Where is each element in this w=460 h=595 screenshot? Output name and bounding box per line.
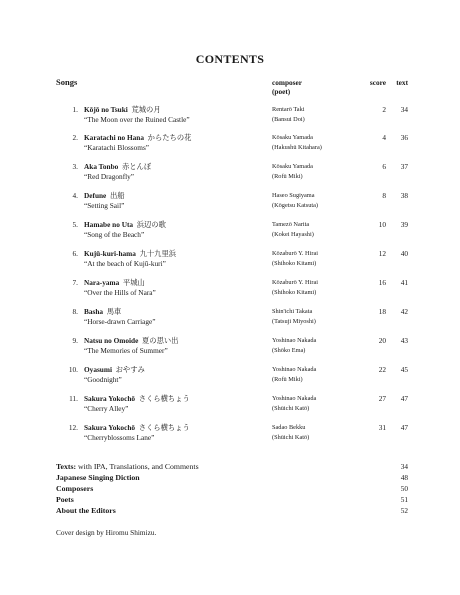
song-text-page: 34 xyxy=(400,105,408,114)
song-composer: Haseo Sugiyama xyxy=(272,192,315,199)
header-poet-label: (poet) xyxy=(272,87,291,96)
section-row xyxy=(0,473,460,483)
section-page-number: 50 xyxy=(400,484,408,493)
song-score-page: 2 xyxy=(382,105,386,114)
section-label-rest: with IPA, Translations, and Comments xyxy=(76,462,199,471)
song-title xyxy=(84,394,190,403)
song-composer: Yoshinao Nakada xyxy=(272,366,317,373)
song-title-romaji: Aka Tonbo xyxy=(84,162,119,171)
header-score: score xyxy=(369,78,386,87)
section-label xyxy=(56,484,93,494)
song-title-romaji: Karatachi no Hana xyxy=(84,133,144,142)
song-translation: “Goodnight” xyxy=(84,375,122,384)
song-title-japanese: さくら横ちょう xyxy=(138,423,190,432)
song-poet: (Kōgetsu Katsuta) xyxy=(272,202,318,209)
song-text-page: 39 xyxy=(400,220,408,229)
song-composer: Kōsaku Yamada xyxy=(272,134,313,141)
song-score-page: 27 xyxy=(378,394,386,403)
song-row xyxy=(0,423,460,447)
section-page-number: 48 xyxy=(400,473,408,482)
song-translation: “Setting Sail” xyxy=(84,201,125,210)
song-row xyxy=(0,105,460,129)
song-row xyxy=(0,394,460,418)
song-score-page: 16 xyxy=(378,278,386,287)
section-label-bold: Poets xyxy=(56,495,74,504)
song-translation: “Horse-drawn Carriage” xyxy=(84,317,156,326)
song-score-page: 18 xyxy=(378,307,386,316)
section-page-number: 34 xyxy=(400,462,408,471)
song-composer: Kōzaburō Y. Hirai xyxy=(272,279,318,286)
song-title-japanese: 九十九里浜 xyxy=(139,249,177,258)
song-number: 8. xyxy=(72,307,78,316)
song-number: 3. xyxy=(72,162,78,171)
song-title-japanese: 浜辺の歌 xyxy=(136,220,166,229)
song-text-page: 45 xyxy=(400,365,408,374)
song-poet: (Bansui Doi) xyxy=(272,116,305,123)
song-title xyxy=(84,423,190,432)
song-title-romaji: Oyasumi xyxy=(84,365,112,374)
song-title xyxy=(84,162,151,171)
song-composer: Kōzaburō Y. Hirai xyxy=(272,250,318,257)
song-composer: Yoshinao Nakada xyxy=(272,337,317,344)
cover-credit: Cover design by Hiromu Shimizu. xyxy=(56,528,157,537)
song-row xyxy=(0,249,460,273)
song-composer: Yoshinao Nakada xyxy=(272,395,317,402)
header-songs: Songs xyxy=(56,77,78,87)
song-score-page: 12 xyxy=(378,249,386,258)
song-title-japanese: 荒城の月 xyxy=(131,105,161,114)
song-title-romaji: Nara-yama xyxy=(84,278,120,287)
song-number: 2. xyxy=(72,133,78,142)
song-title-japanese: からたちの花 xyxy=(147,133,192,142)
song-number: 9. xyxy=(72,336,78,345)
song-title-romaji: Defune xyxy=(84,191,107,200)
song-title xyxy=(84,191,125,200)
song-title-romaji: Kōjō no Tsuki xyxy=(84,105,128,114)
header-composer-label: composer xyxy=(272,78,302,87)
song-number: 6. xyxy=(72,249,78,258)
song-row xyxy=(0,307,460,331)
song-translation: “Cherryblossoms Lane” xyxy=(84,433,155,442)
song-composer: Shin'ichi Takata xyxy=(272,308,313,315)
song-title-romaji: Natsu no Omoide xyxy=(84,336,139,345)
song-title-romaji: Sakura Yokochō xyxy=(84,423,136,432)
song-score-page: 22 xyxy=(378,365,386,374)
song-title-japanese: 平城山 xyxy=(122,278,145,287)
song-text-page: 40 xyxy=(400,249,408,258)
song-score-page: 4 xyxy=(382,133,386,142)
section-label xyxy=(56,495,74,505)
section-label xyxy=(56,462,199,472)
song-title-japanese: 出船 xyxy=(109,191,125,200)
song-score-page: 10 xyxy=(378,220,386,229)
section-label xyxy=(56,473,140,483)
section-row xyxy=(0,484,460,494)
song-poet: (Shūichi Katō) xyxy=(272,405,310,412)
page-title: CONTENTS xyxy=(195,52,265,66)
song-poet: (Shihoko Kitami) xyxy=(272,289,317,296)
song-title-japanese: 夏の思い出 xyxy=(141,336,179,345)
song-text-page: 41 xyxy=(400,278,408,287)
song-number: 5. xyxy=(72,220,78,229)
song-title xyxy=(84,220,166,229)
song-composer: Tamezō Narita xyxy=(272,221,310,228)
song-text-page: 43 xyxy=(400,336,408,345)
song-translation: “Karatachi Blossoms” xyxy=(84,143,150,152)
song-row xyxy=(0,191,460,215)
song-title xyxy=(84,105,161,114)
song-title-romaji: Sakura Yokochō xyxy=(84,394,136,403)
song-number: 1. xyxy=(72,105,78,114)
song-text-page: 36 xyxy=(400,133,408,142)
song-title xyxy=(84,278,145,287)
song-row xyxy=(0,336,460,360)
song-poet: (Shihoko Kitami) xyxy=(272,260,317,267)
song-title xyxy=(84,249,176,258)
song-text-page: 47 xyxy=(400,423,408,432)
song-text-page: 37 xyxy=(400,162,408,171)
song-row xyxy=(0,162,460,186)
song-number: 11. xyxy=(69,394,78,403)
song-title-romaji: Basha xyxy=(84,307,104,316)
song-score-page: 6 xyxy=(382,162,386,171)
section-label-bold: Texts: xyxy=(56,462,77,471)
song-number: 10. xyxy=(68,365,78,374)
song-poet: (Rofū Miki) xyxy=(272,173,303,180)
song-title-japanese: さくら横ちょう xyxy=(138,394,190,403)
song-text-page: 47 xyxy=(400,394,408,403)
song-poet: (Shūichi Katō) xyxy=(272,434,310,441)
header-composer xyxy=(272,78,302,96)
song-translation: “At the beach of Kujū-kuri” xyxy=(84,259,166,268)
song-text-page: 38 xyxy=(400,191,408,200)
section-row xyxy=(0,506,460,516)
song-translation: “Song of the Beach” xyxy=(84,230,145,239)
song-poet: (Rofū Miki) xyxy=(272,376,303,383)
song-composer: Sadao Bekku xyxy=(272,424,306,431)
song-translation: “Over the Hills of Nara” xyxy=(84,288,156,297)
song-translation: “Cherry Alley” xyxy=(84,404,129,413)
song-score-page: 20 xyxy=(378,336,386,345)
song-number: 7. xyxy=(72,278,78,287)
section-label-bold: About the Editors xyxy=(56,506,116,515)
song-score-page: 31 xyxy=(378,423,386,432)
song-composer: Kōsaku Yamada xyxy=(272,163,313,170)
song-title-romaji: Hamabe no Uta xyxy=(84,220,134,229)
song-number: 12. xyxy=(68,423,78,432)
song-translation: “The Memories of Summer” xyxy=(84,346,168,355)
song-title xyxy=(84,133,191,142)
section-page-number: 51 xyxy=(400,495,408,504)
song-number: 4. xyxy=(72,191,78,200)
song-poet: (Kokei Hayashi) xyxy=(272,231,314,238)
song-title-romaji: Kujū-kuri-hama xyxy=(84,249,136,258)
header-text: text xyxy=(396,78,408,87)
section-label-bold: Japanese Singing Diction xyxy=(56,473,140,482)
song-poet: (Tatsuji Miyoshi) xyxy=(272,318,316,325)
song-title xyxy=(84,336,178,345)
song-score-page: 8 xyxy=(382,191,386,200)
section-page-number: 52 xyxy=(400,506,408,515)
section-label xyxy=(56,506,116,516)
song-translation: “Red Dragonfly” xyxy=(84,172,135,181)
song-title-japanese: 赤とんぼ xyxy=(121,162,152,171)
song-poet: (Hakushū Kitahara) xyxy=(272,144,322,151)
song-row xyxy=(0,278,460,302)
song-title xyxy=(84,307,121,316)
section-label-bold: Composers xyxy=(56,484,94,493)
section-row xyxy=(0,495,460,505)
song-poet: (Shōko Ema) xyxy=(272,347,306,354)
song-title-japanese: 馬車 xyxy=(106,307,122,316)
song-row xyxy=(0,133,460,157)
song-text-page: 42 xyxy=(400,307,408,316)
song-row xyxy=(0,365,460,389)
song-title xyxy=(84,365,145,374)
section-row xyxy=(0,462,460,472)
song-row xyxy=(0,220,460,244)
song-translation: “The Moon over the Ruined Castle” xyxy=(84,115,190,124)
song-composer: Rentarō Taki xyxy=(272,106,305,113)
song-title-japanese: おやすみ xyxy=(115,365,145,374)
